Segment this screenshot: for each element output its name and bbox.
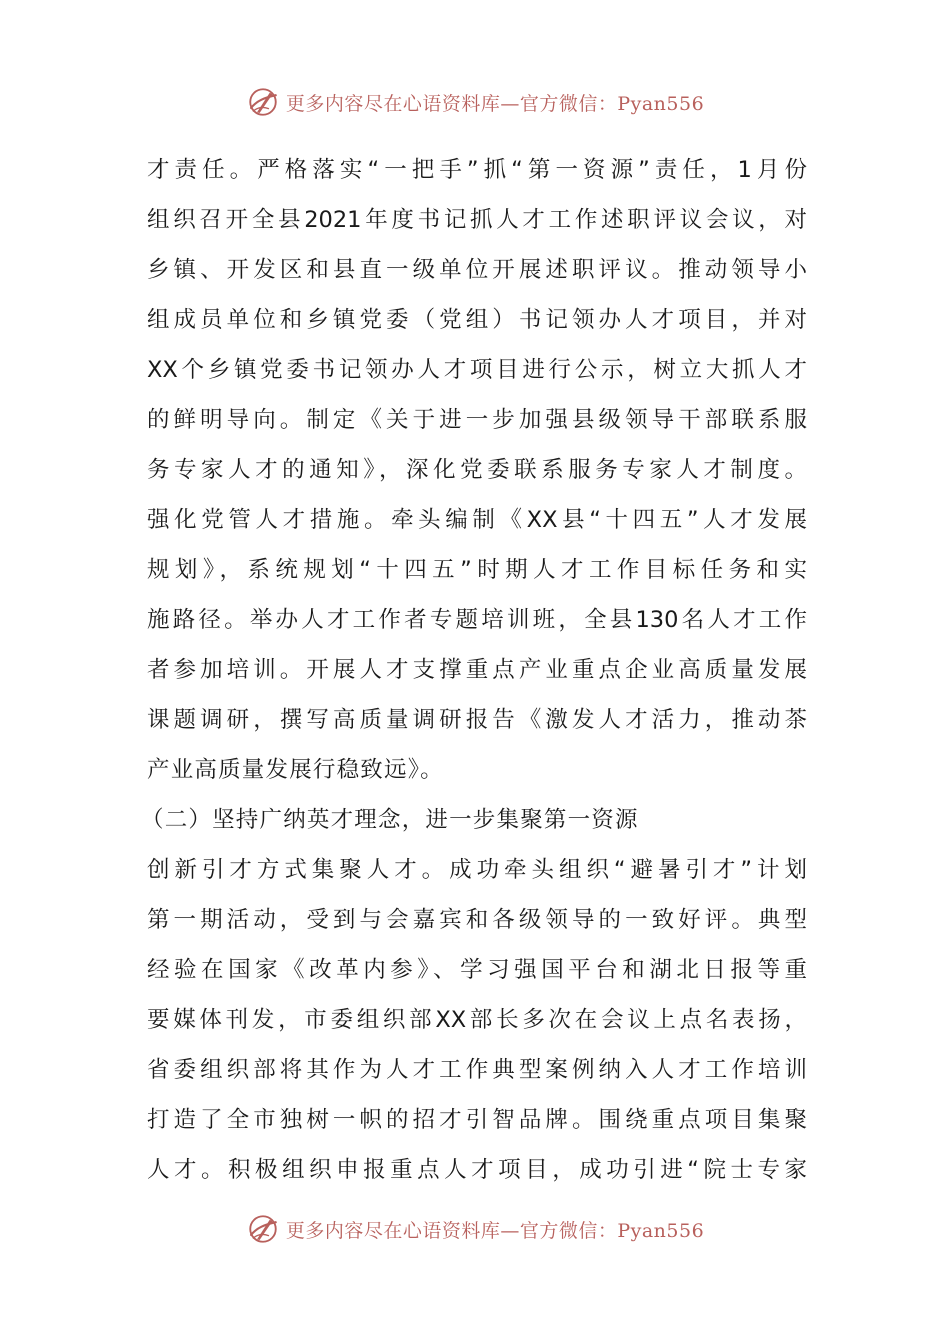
text-line: 的鲜明导向。制定《关于进一步加强县级领导干部联系服: [147, 407, 807, 433]
text-line: 打造了全市独树一帜的招才引智品牌。围绕重点项目集聚: [147, 1107, 807, 1133]
text-line: 组织召开全县2021年度书记抓人才工作述职评议会议，对: [147, 207, 807, 233]
text-line: 乡镇、开发区和县直一级单位开展述职评议。推动领导小: [147, 257, 807, 283]
section-heading: （二）坚持广纳英才理念，进一步集聚第一资源: [141, 807, 639, 833]
text-line: 第一期活动，受到与会嘉宾和各级领导的一致好评。典型: [147, 907, 807, 933]
document-body: [141, 145, 807, 1195]
text-line: 人才。积极组织申报重点人才项目，成功引进“院士专家: [147, 1157, 807, 1183]
text-line: 产业高质量发展行稳致远》。: [147, 757, 444, 783]
text-line: 强化党管人才措施。牵头编制《XX县“十四五”人才发展: [147, 507, 807, 533]
quill-ribbon-icon: [246, 85, 280, 119]
text-line: 省委组织部将其作为人才工作典型案例纳入人才工作培训: [147, 1057, 807, 1083]
text-line: 规划》，系统规划“十四五”时期人才工作目标任务和实: [147, 557, 807, 583]
footer-watermark-banner: [0, 1209, 950, 1249]
text-line: 要媒体刊发，市委组织部XX部长多次在会议上点名表扬，: [147, 1007, 807, 1033]
text-line: XX个乡镇党委书记领办人才项目进行公示，树立大抓人才: [147, 357, 807, 383]
quill-ribbon-icon: [246, 1212, 280, 1246]
text-line: 组成员单位和乡镇党委（党组）书记领办人才项目，并对: [147, 307, 807, 333]
header-watermark-banner: [0, 82, 950, 122]
text-line: 者参加培训。开展人才支撑重点产业重点企业高质量发展: [147, 657, 807, 683]
watermark-text: 更多内容尽在心语资料库—官方微信：Pyan556: [285, 92, 705, 115]
text-line: 才责任。严格落实“一把手”抓“第一资源”责任，1月份: [147, 157, 807, 183]
watermark-text: 更多内容尽在心语资料库—官方微信：Pyan556: [285, 1219, 705, 1242]
text-line: 创新引才方式集聚人才。成功牵头组织“避暑引才”计划: [147, 857, 807, 883]
text-line: 课题调研，撰写高质量调研报告《激发人才活力，推动茶: [147, 707, 807, 733]
text-line: 务专家人才的通知》，深化党委联系服务专家人才制度。: [147, 457, 807, 483]
text-line: 经验在国家《改革内参》、学习强国平台和湖北日报等重: [147, 957, 807, 983]
text-line: 施路径。举办人才工作者专题培训班，全县130名人才工作: [147, 607, 807, 633]
